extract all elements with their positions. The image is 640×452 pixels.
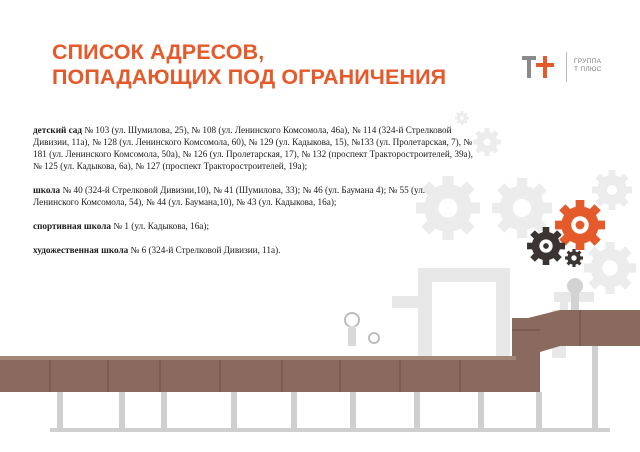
small-dark-gear-icon <box>565 249 583 267</box>
section-text: № 103 (ул. Шумилова, 25), № 108 (ул. Ленинского Комсомола, 46а), № 114 (324-й Стрелковой Дивизии, 11а), № 128 (ул. Ленинского Комсомола, 60), № 129 (ул. Кадыкова, 15), №133 (ул. Пролетарская, 7), № 181 (ул. Ленинского Комсомола, 50а), № 126 (ул. Пролетарская, 17), № 132 (проспект Тракторостроителей, 39а), № 125 (ул. Кадыкова, 6а), № 127 (проспект Тракторостроителей, 19а); <box>33 125 473 171</box>
section-kindergartens <box>33 124 473 172</box>
section-text: № 6 (324-й Стрелковой Дивизии, 11а). <box>128 245 281 255</box>
section-text: № 1 (ул. Кадыкова, 16а); <box>111 221 209 231</box>
title-line-1: СПИСОК АДРЕСОВ, <box>52 40 265 64</box>
section-heading: детский сад <box>33 125 83 135</box>
section-art-school <box>33 244 473 256</box>
main-pipe <box>0 310 640 392</box>
logo-line-1: ГРУППА <box>574 58 602 65</box>
section-schools <box>33 184 473 208</box>
title-line-2: ПОПАДАЮЩИХ ПОД ОГРАНИЧЕНИЯ <box>52 65 447 89</box>
logo-text <box>574 58 602 74</box>
logo-divider <box>566 52 567 82</box>
section-heading: художественная школа <box>33 245 129 255</box>
section-text: № 40 (324-й Стрелковой Дивизии,10), № 41 (Шумилова, 33); № 46 (ул. Баумана 4); № 55 (ул. Ленинского Комсомола, 54), № 44 (ул. Баумана,10), № 43 (ул. Кадыкова, 16а); <box>33 185 426 207</box>
section-sports-school <box>33 220 473 232</box>
orange-gear-icon <box>555 200 605 250</box>
section-heading: школа <box>33 185 61 195</box>
section-heading: спортивная школа <box>33 221 112 231</box>
address-list <box>33 124 473 268</box>
dark-gear-icon <box>527 227 565 265</box>
page-title <box>52 40 446 90</box>
logo-line-2: Т ПЛЮС <box>574 66 602 73</box>
